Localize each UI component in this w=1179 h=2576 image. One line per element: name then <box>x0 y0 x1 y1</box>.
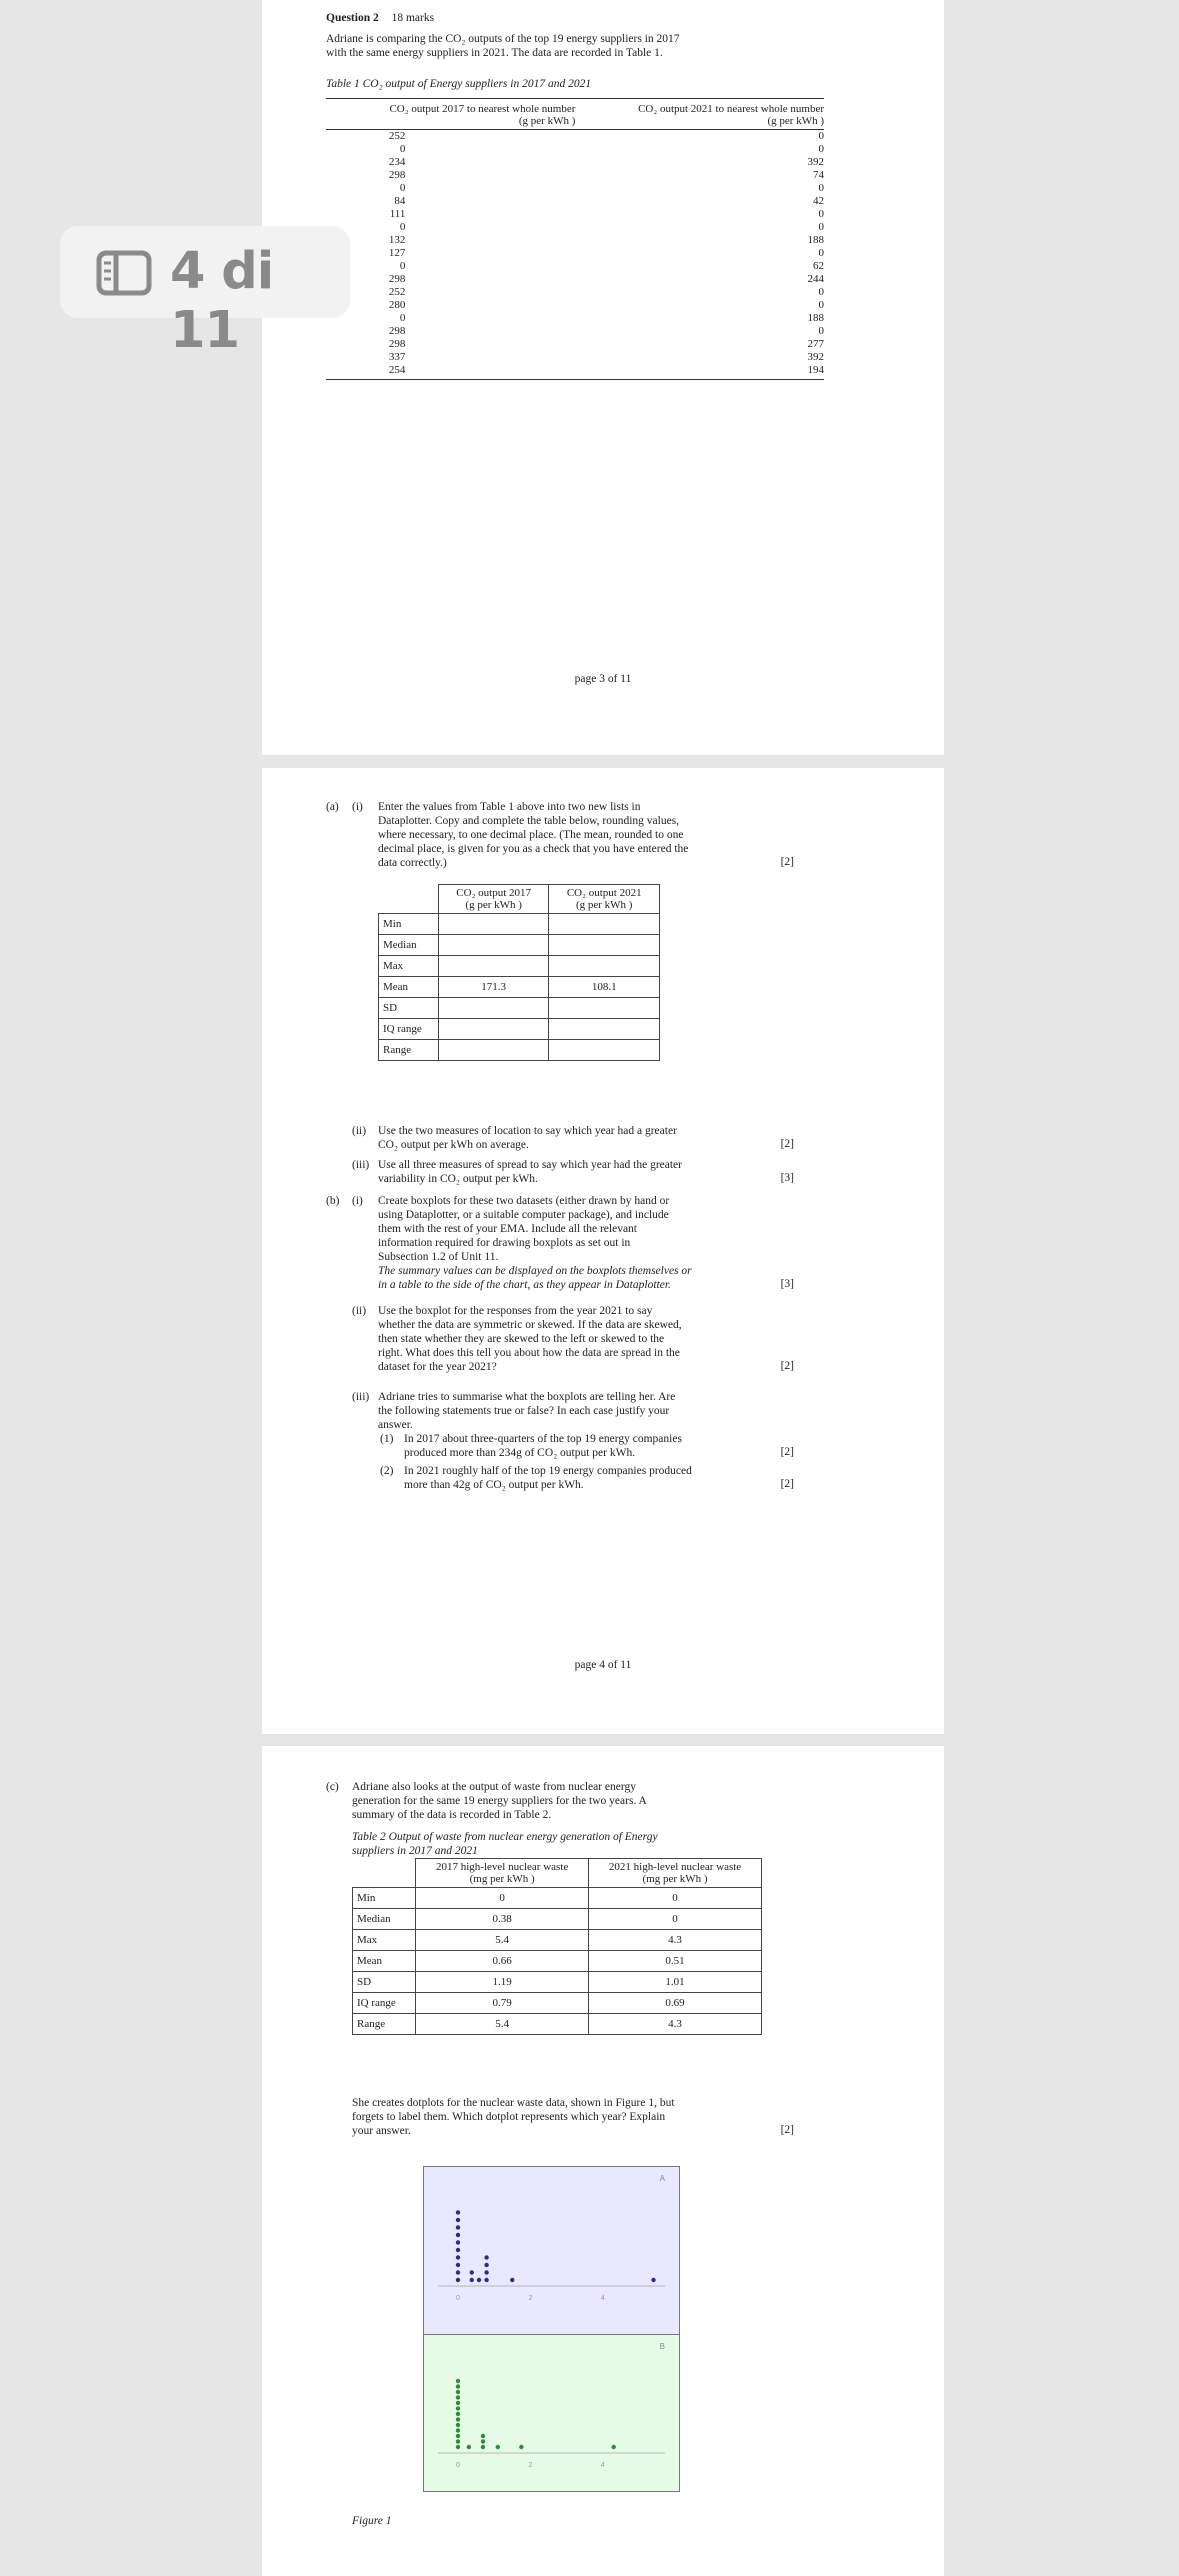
table-1-cell-2017: 337 <box>388 351 406 363</box>
table-1-cell-2021: 74 <box>813 169 824 181</box>
svgB-panel-label: B <box>659 2342 665 2351</box>
dotplot-question-text: She creates dotplots for the nuclear waste data, shown in Figure 1, but forgets to label them. Which dotplot represents which year? Explain your answer. <box>352 2097 675 2137</box>
table-1-row <box>326 273 824 286</box>
question-marks: 18 marks <box>391 12 435 24</box>
svgA-panel-label: A <box>659 2174 665 2183</box>
table-1-cell-2017: 0 <box>399 182 406 194</box>
table-1-row <box>326 195 824 208</box>
svgA-dot <box>470 2270 474 2274</box>
table-2-cell-label: Min <box>353 1888 416 1909</box>
table-2-row <box>353 1972 762 1993</box>
summary-table-co2-cell-label: Mean <box>379 977 439 998</box>
summary-table-co2-cell-v1[interactable] <box>438 914 549 935</box>
svgA-dot <box>456 2210 460 2214</box>
table-1-cell-2021: 0 <box>818 208 824 220</box>
table-2-cell-v1: 1.19 <box>416 1972 589 1993</box>
table-1-cell-2017: 0 <box>399 143 406 155</box>
table-1-caption: Table 1 CO₂ output of Energy suppliers in 2017 and 2021 <box>326 78 592 90</box>
page-footer: page 3 of 11 <box>574 673 632 685</box>
part-a-iii-mark: [3] <box>780 1172 794 1184</box>
svgB-dot <box>456 2434 460 2438</box>
summary-table-co2-cell-v1[interactable] <box>438 956 549 977</box>
table-1-row <box>326 169 824 182</box>
dotplot-b <box>423 2334 680 2492</box>
table-1-cell-2021: 188 <box>807 234 824 246</box>
part-a-label: (a) <box>326 801 339 813</box>
table-2-cell-label: SD <box>353 1972 416 1993</box>
dotplot-question-mark: [2] <box>780 2124 794 2136</box>
part-b-ii-mark: [2] <box>780 1360 794 1372</box>
svgB-dot <box>496 2445 500 2449</box>
part-b-label: (b) <box>326 1195 340 1207</box>
table-1 <box>326 98 824 380</box>
svgB-dot <box>456 2439 460 2443</box>
part-b-ii-text: Use the boxplot for the responses from the year 2021 to say whether the data are symmetric or skewed. If the data are skewed, then state whether they are skewed to the left or skewed to the right. What does this tell you about how the data are spread in the dataset for the year 2021? <box>378 1305 682 1373</box>
part-a-i-label: (i) <box>352 801 363 813</box>
summary-table-co2-cell-v2[interactable] <box>549 914 660 935</box>
page-3 <box>262 0 944 755</box>
table-1-body <box>326 130 824 380</box>
summary-table-co2-cell-v2[interactable] <box>549 1019 660 1040</box>
summary-table-co2-cell-v1[interactable] <box>438 1019 549 1040</box>
summary-table-co2-cell-label: Median <box>379 935 439 956</box>
table-1-cell-2017: 111 <box>389 208 406 220</box>
svgB-dot <box>456 2428 460 2432</box>
table-1-cell-2017: 84 <box>394 195 406 207</box>
table-1-cell-2017: 252 <box>388 130 406 142</box>
table-1-row <box>326 260 824 273</box>
summary-header-2017: CO₂ output 2017 (g per kWh ) <box>438 885 549 914</box>
table-1-cell-2017: 254 <box>326 364 575 380</box>
table-1-row <box>326 143 824 156</box>
summary-table-co2-row <box>379 1019 660 1040</box>
statement-1-mark: [2] <box>780 1446 794 1458</box>
table-1-cell-2017: 280 <box>388 299 406 311</box>
svgA-tick-label: 4 <box>600 2295 605 2302</box>
table-2-row <box>353 1993 762 2014</box>
page-4 <box>262 768 944 1734</box>
table-2-cell-label: Mean <box>353 1951 416 1972</box>
statement-1-label: (1) <box>380 1433 394 1445</box>
summary-table-co2-row <box>379 956 660 977</box>
part-c-text: Adriane also looks at the output of waste from nuclear energy generation for the same 19 energy suppliers for the two years. A summary of the data is recorded in Table 2. <box>352 1781 647 1821</box>
svgB-dot <box>456 2379 460 2383</box>
intro-line-1: Adriane is comparing the CO₂ outputs of the top 19 energy suppliers in 2017 <box>326 33 680 45</box>
summary-table-co2-row <box>379 914 660 935</box>
svgA-tick-label: 2 <box>528 2295 533 2302</box>
table-1-cell-2021: 392 <box>807 351 824 363</box>
table-2-row <box>353 1888 762 1909</box>
svgB-dot <box>481 2434 485 2438</box>
svgB-dot <box>481 2445 485 2449</box>
table-1-cell-2021: 0 <box>818 299 824 311</box>
page-indicator-badge[interactable] <box>60 226 350 360</box>
summary-table-co2-row <box>379 977 660 998</box>
svgB-dot <box>456 2395 460 2399</box>
table-2-cell-label: Range <box>353 2014 416 2035</box>
table-1-cell-2021: 0 <box>818 221 824 233</box>
svgA-dot <box>456 2263 460 2267</box>
svgA-dot <box>456 2255 460 2259</box>
summary-table-co2-cell-label: IQ range <box>379 1019 439 1040</box>
svgA-dot <box>456 2278 460 2282</box>
table-1-row <box>326 286 824 299</box>
part-c-label: (c) <box>326 1781 339 1793</box>
table-1-cell-2017: 298 <box>388 325 406 337</box>
svgB-dot <box>456 2445 460 2449</box>
summary-table-co2-row <box>379 935 660 956</box>
table-2-header-2017: 2017 high-level nuclear waste (mg per kWh ) <box>416 1859 589 1888</box>
table-2-header-2021: 2021 high-level nuclear waste (mg per kWh ) <box>589 1859 762 1888</box>
svgB-tick-label: 4 <box>600 2462 605 2469</box>
table-1-cell-2017: 298 <box>388 338 406 350</box>
table-2-cell-v1: 0 <box>416 1888 589 1909</box>
table-1-cell-2021: 244 <box>807 273 824 285</box>
table-2-caption: Table 2 Output of waste from nuclear energy generation of Energy suppliers in 2017 and 2021 <box>352 1831 658 1857</box>
part-a-i-text: Enter the values from Table 1 above into two new lists in Dataplotter. Copy and complete the table below, rounding values, where necessary, to one decimal place. (The mean, rounded to one decimal place, is given for you as a check that you have entered the data correctly.) <box>378 801 689 869</box>
summary-table-co2-row <box>379 1040 660 1061</box>
part-b-i-mark: [3] <box>780 1278 794 1290</box>
svgB-dot <box>456 2406 460 2410</box>
table-1-cell-2021: 0 <box>818 130 824 142</box>
svgA-dot <box>456 2233 460 2237</box>
document-pages-icon <box>96 250 152 296</box>
table-2-cell-v2: 0.51 <box>589 1951 762 1972</box>
svgB-dot <box>467 2445 471 2449</box>
svgA-dot <box>510 2278 514 2282</box>
statement-2-mark: [2] <box>780 1478 794 1490</box>
table-2-cell-label: Max <box>353 1930 416 1951</box>
table-1-row <box>326 338 824 351</box>
summary-table-co2-cell-v2[interactable] <box>549 935 660 956</box>
table-1-row <box>326 325 824 338</box>
svgB-dot <box>456 2417 460 2421</box>
summary-table-co2 <box>378 884 660 1061</box>
summary-table-co2-row <box>379 998 660 1019</box>
svgA-dot <box>477 2278 481 2282</box>
table-1-row <box>326 247 824 260</box>
question-number: Question 2 <box>326 12 379 24</box>
part-a-iii-text: Use all three measures of spread to say which year had the greater variability in CO₂ output per kWh. <box>378 1159 682 1185</box>
table-1-row <box>326 208 824 221</box>
table-1-row <box>326 364 824 380</box>
table-1-cell-2017: 298 <box>388 169 406 181</box>
table-2-cell-v1: 5.4 <box>416 1930 589 1951</box>
table-1-cell-2021: 62 <box>813 260 824 272</box>
table-2-cell-v1: 0.38 <box>416 1909 589 1930</box>
svgA-dot <box>456 2218 460 2222</box>
table-1-cell-2017: 252 <box>388 286 406 298</box>
table-1-row <box>326 221 824 234</box>
intro-line-2: with the same energy suppliers in 2021. The data are recorded in Table 1. <box>326 47 663 59</box>
table-2-cell-v1: 5.4 <box>416 2014 589 2035</box>
table-2-body <box>353 1888 762 2035</box>
svgA-dot <box>456 2240 460 2244</box>
svgB-dot <box>456 2412 460 2416</box>
table-2 <box>352 1858 762 2035</box>
table-1-header-2021: CO₂ output 2021 to nearest whole number (g per kWh ) <box>638 103 824 127</box>
table-1-cell-2017: 127 <box>388 247 406 259</box>
table-1-cell-2021: 0 <box>818 286 824 298</box>
table-2-cell-v1: 0.66 <box>416 1951 589 1972</box>
table-1-cell-2021: 42 <box>813 195 824 207</box>
table-2-cell-v1: 0.79 <box>416 1993 589 2014</box>
table-2-cell-v2: 0.69 <box>589 1993 762 2014</box>
table-1-row <box>326 234 824 247</box>
table-1-row <box>326 182 824 195</box>
summary-table-co2-cell-v1[interactable]: 171.3 <box>438 977 549 998</box>
table-1-cell-2017: 0 <box>399 312 406 324</box>
table-1-header-2017: CO₂ output 2017 to nearest whole number (g per kWh ) <box>389 103 576 127</box>
summary-table-co2-cell-v1[interactable] <box>438 935 549 956</box>
table-2-row <box>353 1909 762 1930</box>
part-b-i-note: The summary values can be displayed on the boxplots themselves or <box>378 1265 692 1277</box>
part-a-iii-label: (iii) <box>352 1159 370 1171</box>
table-1-cell-2021: 188 <box>807 312 824 324</box>
table-1-cell-2017: 298 <box>388 273 406 285</box>
figure-1-caption: Figure 1 <box>352 2515 392 2527</box>
svgA-dot <box>456 2225 460 2229</box>
table-1-row <box>326 156 824 169</box>
table-1-cell-2021: 0 <box>818 182 824 194</box>
page-5 <box>262 1746 944 2576</box>
table-1-row <box>326 312 824 325</box>
question-heading <box>326 11 434 25</box>
svgB-tick-label: 0 <box>456 2462 460 2469</box>
svgB-dot <box>456 2401 460 2405</box>
svgB-dot <box>481 2439 485 2443</box>
table-2-row <box>353 2014 762 2035</box>
table-2-cell-v2: 0 <box>589 1909 762 1930</box>
svgA-dot <box>484 2278 488 2282</box>
part-b-i-label: (i) <box>352 1195 363 1207</box>
table-1-row <box>326 351 824 364</box>
page-indicator-label: 4 di 11 <box>170 242 274 360</box>
table-2-row <box>353 1930 762 1951</box>
summary-table-co2-cell-v2[interactable]: 108.1 <box>549 977 660 998</box>
table-1-cell-2021: 0 <box>818 143 824 155</box>
part-a-ii-text: Use the two measures of location to say which year had a greater CO₂ output per kWh on average. <box>378 1125 677 1151</box>
table-1-row <box>326 130 824 144</box>
part-a-ii-label: (ii) <box>352 1125 367 1137</box>
part-a-i-mark: [2] <box>780 856 794 868</box>
table-2-cell-v2: 4.3 <box>589 2014 762 2035</box>
dotplot-b-svg <box>424 2335 679 2491</box>
summary-table-co2-cell-label: Min <box>379 914 439 935</box>
table-1-cell-2017: 0 <box>399 260 406 272</box>
svgB-dot <box>456 2423 460 2427</box>
statement-1-text: In 2017 about three-quarters of the top 19 energy companies produced more than 234g of CO₂ output per kWh. <box>404 1433 682 1459</box>
svgB-dot <box>611 2445 615 2449</box>
table-2-cell-v2: 0 <box>589 1888 762 1909</box>
table-1-cell-2017: 0 <box>399 221 406 233</box>
table-1-cell-2021: 0 <box>818 247 824 259</box>
summary-header-2021: CO₂ output 2021 (g per kWh ) <box>549 885 660 914</box>
table-1-row <box>326 299 824 312</box>
summary-table-co2-cell-v1[interactable] <box>438 1040 549 1061</box>
summary-table-co2-cell-v1[interactable] <box>438 998 549 1019</box>
summary-table-co2-cell-label: Range <box>379 1040 439 1061</box>
table-1-cell-2017: 234 <box>388 156 406 168</box>
statement-2-label: (2) <box>380 1465 394 1477</box>
summary-table-co2-cell-v2[interactable] <box>549 998 660 1019</box>
svgA-dot <box>484 2255 488 2259</box>
table-2-cell-label: Median <box>353 1909 416 1930</box>
summary-table-co2-body <box>379 914 660 1061</box>
page-footer: page 4 of 11 <box>574 1659 632 1671</box>
svgA-dot <box>470 2278 474 2282</box>
svgB-tick-label: 2 <box>528 2462 533 2469</box>
svgB-dot <box>456 2384 460 2388</box>
svgA-dot <box>456 2270 460 2274</box>
summary-table-co2-cell-v2[interactable] <box>549 1040 660 1061</box>
table-1-cell-2021: 277 <box>807 338 824 350</box>
svgA-dot <box>484 2270 488 2274</box>
part-b-iii-text: Adriane tries to summarise what the boxplots are telling her. Are the following statements true or false? In each case justify your answer. <box>378 1391 676 1431</box>
summary-table-co2-cell-label: SD <box>379 998 439 1019</box>
svgB-dot <box>456 2390 460 2394</box>
table-1-cell-2017: 132 <box>388 234 406 246</box>
svgA-dot <box>456 2248 460 2252</box>
table-2-row <box>353 1951 762 1972</box>
part-b-iii-label: (iii) <box>352 1391 370 1403</box>
summary-table-co2-cell-label: Max <box>379 956 439 977</box>
svgA-tick-label: 0 <box>456 2295 460 2302</box>
table-2-cell-label: IQ range <box>353 1993 416 2014</box>
statement-2-text: In 2021 roughly half of the top 19 energy companies produced more than 42g of CO₂ output per kWh. <box>404 1465 692 1491</box>
table-1-cell-2021: 0 <box>818 325 824 337</box>
table-1-cell-2021: 194 <box>575 364 824 380</box>
part-b-ii-label: (ii) <box>352 1305 367 1317</box>
summary-table-co2-cell-v2[interactable] <box>549 956 660 977</box>
svgA-dot <box>651 2278 655 2282</box>
svgA-dot <box>484 2263 488 2267</box>
part-b-i-text: Create boxplots for these two datasets (either drawn by hand or using Dataplotter, or a suitable computer package), and include them with the rest of your EMA. Include all the relevant information required for drawing boxplots as set out in Subsection 1.2 of Unit 11. The summary values can be displayed on the boxplots themselves or in a table to the side of the chart, as they appear in Dataplotter. <box>378 1195 692 1291</box>
table-2-cell-v2: 1.01 <box>589 1972 762 1993</box>
svgB-dot <box>519 2445 523 2449</box>
table-2-cell-v2: 4.3 <box>589 1930 762 1951</box>
part-a-ii-mark: [2] <box>780 1138 794 1150</box>
table-1-cell-2021: 392 <box>807 156 824 168</box>
